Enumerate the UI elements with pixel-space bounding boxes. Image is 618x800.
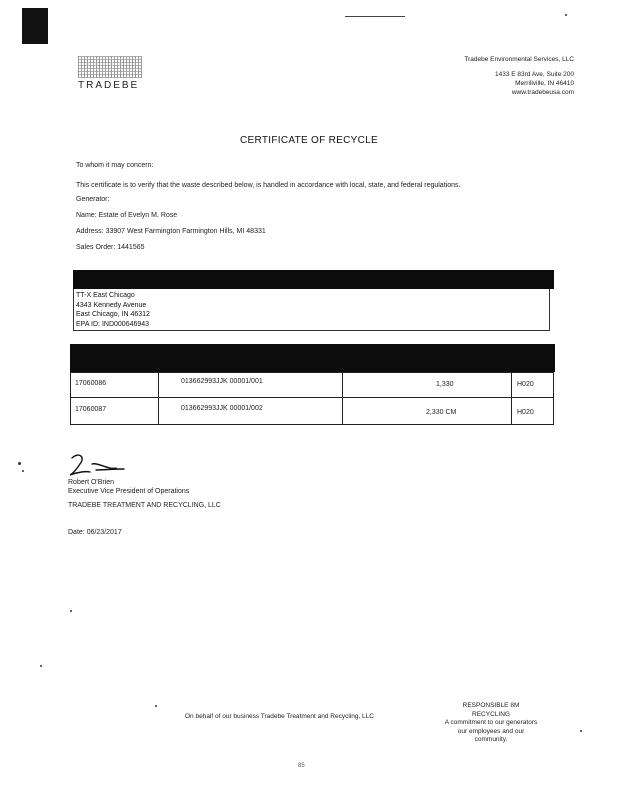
row-code: H020	[517, 409, 534, 416]
scan-speck	[18, 462, 21, 465]
generator-address-value: 33907 West Farmington Farmington Hills, MI 48331	[105, 228, 266, 235]
salutation: To whom it may concern:	[76, 162, 154, 169]
facility-name: TT-X East Chicago	[76, 292, 135, 299]
rr-line-5: community.	[474, 736, 508, 743]
date-value: 06/23/2017	[86, 529, 122, 536]
generator-heading: Generator:	[76, 196, 110, 203]
row-id: 17060086	[75, 380, 107, 387]
scan-speck	[580, 730, 582, 732]
table-row-divider	[71, 397, 553, 398]
company-address-block	[464, 55, 574, 97]
table-divider	[158, 373, 159, 424]
signatory-position: Executive Vice President of Operations	[68, 488, 190, 495]
facility-epa-row	[76, 320, 150, 330]
facility-street: 4343 Kennedy Avenue	[76, 301, 147, 309]
signature-mark	[68, 452, 128, 478]
sales-order-row	[76, 244, 145, 251]
signatory-name: Robert O'Brien	[68, 479, 115, 486]
address-line-1: 1433 E 83rd Ave, Suite 200	[494, 71, 574, 78]
generator-address-label: Address:	[76, 228, 104, 235]
waste-table-header-bar	[70, 344, 555, 372]
logo-text: TRADEBE	[78, 80, 140, 91]
scan-artifact-corner	[22, 8, 48, 44]
scan-speck	[40, 665, 42, 667]
generator-name-label: Name:	[76, 212, 97, 219]
generator-name-row	[76, 212, 177, 219]
on-behalf-note: On behalf of our business Tradebe Treatment and Recycling, LLC	[185, 713, 374, 720]
generator-address-row	[76, 228, 266, 235]
epa-id-label: EPA ID:	[76, 320, 100, 328]
responsible-recycling-block	[435, 702, 547, 745]
company-logo	[78, 56, 146, 91]
company-website: www.tradebeusa.com	[511, 89, 574, 96]
document-title: CERTIFICATE OF RECYCLE	[240, 135, 378, 146]
rr-line-4: our employees and our	[457, 727, 525, 735]
sales-order-value: 1441565	[117, 244, 145, 251]
facility-details	[76, 291, 150, 329]
row-manifest: 013662993JJK 00001/001	[181, 378, 263, 385]
scan-speck	[155, 705, 157, 707]
facility-city: East Chicago, IN 46312	[76, 311, 150, 318]
date-label: Date:	[68, 529, 85, 536]
epa-id-value: IND000646943	[101, 320, 150, 328]
table-divider	[342, 373, 343, 424]
waste-table	[70, 372, 554, 425]
address-line-2: Merrillville, IN 46410	[515, 80, 574, 87]
signatory-company: TRADEBE TREATMENT AND RECYCLING, LLC	[68, 502, 221, 509]
row-id: 17060087	[75, 406, 107, 413]
date-row	[68, 529, 122, 536]
sales-order-label: Sales Order:	[76, 244, 116, 251]
scan-speck	[70, 610, 72, 612]
generator-name-value: Estate of Evelyn M. Rose	[98, 212, 178, 219]
scan-speck	[22, 470, 24, 472]
rr-line-2: RECYCLING	[472, 710, 510, 718]
company-name: Tradebe Environmental Services, LLC	[464, 56, 574, 63]
rr-line-3: A commitment to our generators	[444, 719, 538, 726]
intro-paragraph: This certificate is to verify that the waste described below, is handled in accordance with local, state, and federal regulations.	[76, 182, 461, 189]
rr-line-1: RESPONSIBLE 8M	[462, 702, 520, 709]
scan-speck	[565, 14, 567, 16]
row-manifest: 013662993JJK 00001/002	[181, 405, 263, 412]
row-quantity: 1,330	[436, 381, 454, 388]
logo-graphic	[78, 56, 142, 78]
row-code: H020	[517, 381, 534, 388]
table-divider	[511, 373, 512, 424]
facility-header-bar	[73, 270, 554, 289]
scan-streak	[345, 16, 405, 17]
signatory-block	[68, 478, 189, 496]
page-number: 85	[298, 763, 305, 769]
row-quantity: 2,330 CM	[426, 409, 457, 416]
